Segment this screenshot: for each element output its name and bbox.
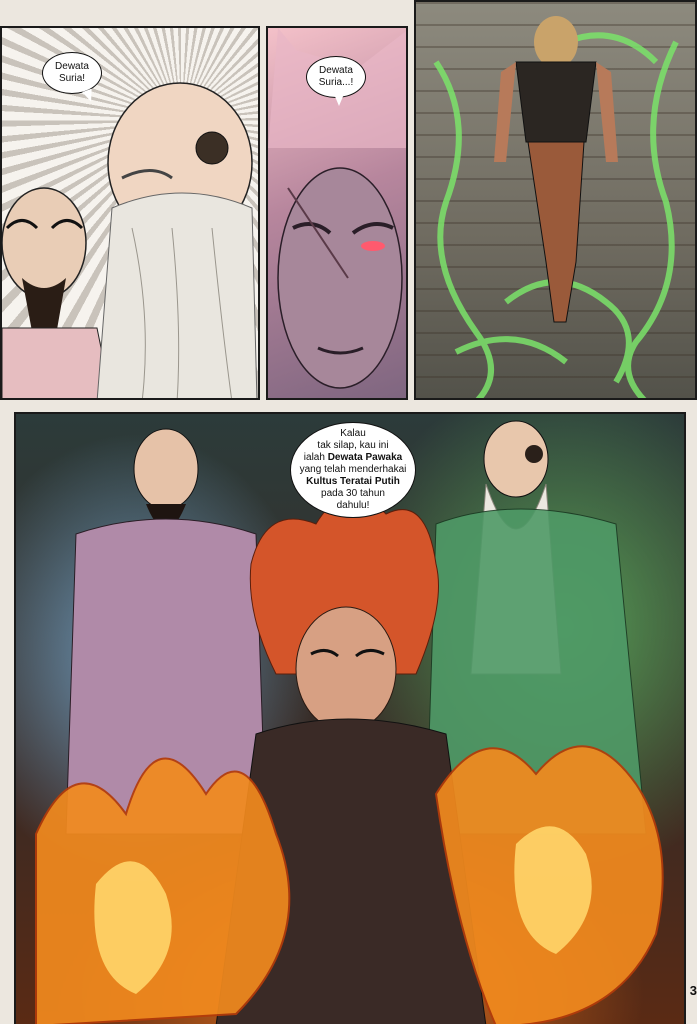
speech-tail: [334, 94, 344, 106]
speech-line: tak silap, kau ini: [317, 440, 389, 451]
speech-bubble-1: [42, 52, 102, 94]
speech-line: Kalau: [340, 428, 366, 439]
panel-two-monks: [0, 26, 260, 400]
two-monks-illustration: [2, 28, 260, 400]
panel-scarred-face: [266, 26, 408, 400]
speech-line: Suria!: [58, 73, 86, 84]
speech-bubble-2: [306, 56, 366, 98]
speech-line-start: ialah: [303, 452, 328, 463]
speech-bubble-3: [290, 422, 416, 518]
speech-line: pada 30 tahun: [321, 488, 385, 499]
speech-bold-name: Dewata Pawaka: [327, 452, 403, 463]
page-number: 3: [689, 983, 697, 998]
panel-three-masters: [14, 412, 686, 1024]
speech-line: yang telah menderhakai: [299, 464, 407, 475]
speech-bold-cult: Kultus Teratai Putih: [306, 476, 400, 487]
panel-warrior-stairs: [414, 0, 697, 400]
warrior-stairs-illustration: [416, 2, 697, 400]
speech-line: Suria...!: [318, 77, 354, 88]
speech-line: [304, 452, 402, 464]
speech-line: dahulu!: [336, 500, 370, 511]
speech-line: Dewata: [319, 65, 353, 76]
speech-line: Dewata: [55, 61, 89, 72]
